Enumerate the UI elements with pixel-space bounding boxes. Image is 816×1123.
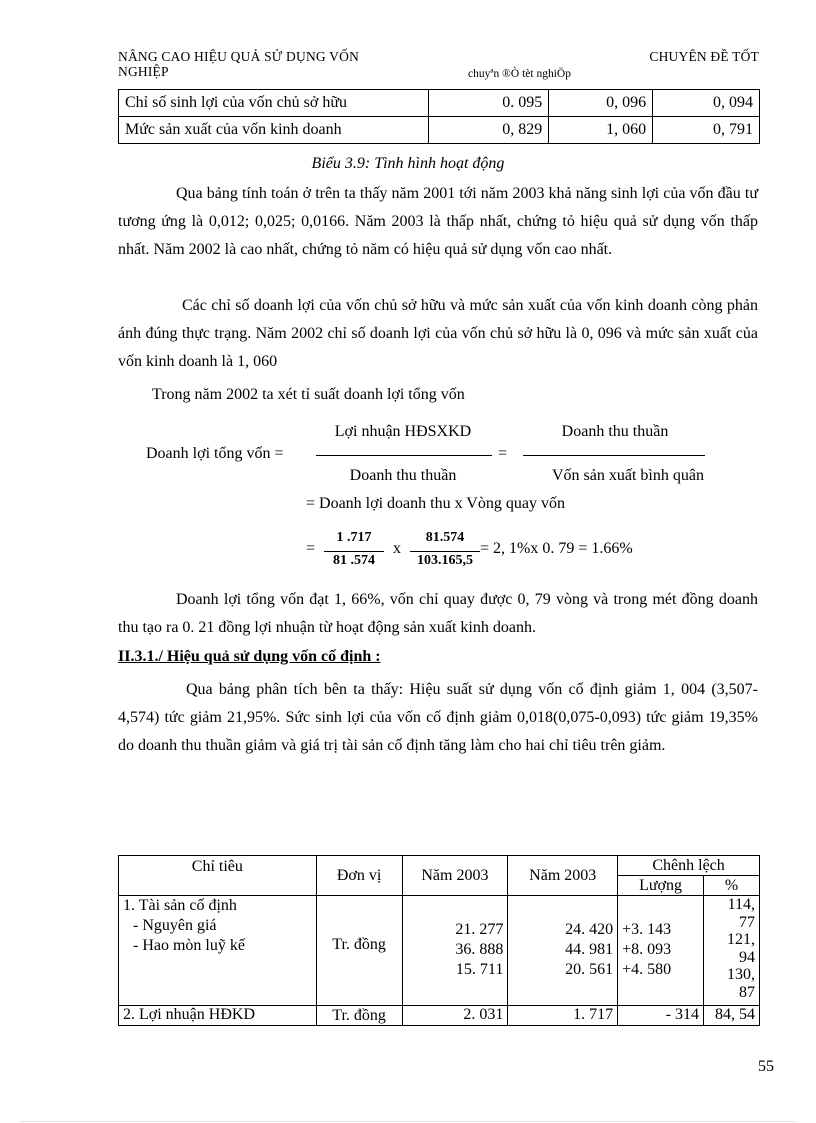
fraction-2-numerator: Doanh thu thuần	[561, 423, 669, 440]
header-year-2: Năm 2003	[508, 856, 618, 896]
paragraph-5	[118, 676, 758, 760]
fraction-4-numerator: 81.574	[425, 530, 465, 545]
section-heading: II.3.1./ Hiệu quả sử dụng vốn cố định :	[118, 648, 381, 665]
fraction-2-denominator: Vốn sản xuất bình quân	[552, 467, 704, 484]
row-sublabel: - Hao mòn luỹ kế	[133, 937, 245, 954]
formula-equals: =	[498, 445, 508, 462]
table-cell-unit: Tr. đồng	[316, 896, 402, 1006]
header-pct: %	[704, 876, 760, 896]
table-cell: 2. 031	[402, 1006, 508, 1026]
ratio-table	[118, 89, 760, 144]
formula-times: x	[393, 540, 401, 557]
fraction-1-numerator: Lợi nhuận HĐSXKD	[334, 423, 472, 440]
fixed-asset-table	[118, 855, 760, 1026]
table-row	[119, 117, 760, 144]
formula-equals-2: =	[306, 540, 316, 557]
table-cell: 0, 791	[653, 117, 760, 144]
fraction-1-denominator: Doanh thu thuần	[349, 467, 457, 484]
paragraph-5-text: Qua bảng phân tích bên ta thấy: Hiệu suất sử dụng vốn cố định giảm 1, 004 (3,507- 4,574) tức giảm 21,95%. Sức sinh lợi của vốn cố định giảm 0,018(0,075-0,093) tức giảm 19,35% do doanh thu thuần giảm và giá trị tài sản cố định tăng làm cho hai chỉ tiêu trên giảm.	[118, 681, 758, 754]
cell-value: +3. 143	[622, 921, 672, 938]
table-cell	[402, 896, 508, 1006]
cell-value: 44. 981	[565, 941, 614, 958]
table-row	[119, 1006, 760, 1026]
paragraph-1-text: Qua bảng tính toán ở trên ta thấy năm 2001 tới năm 2003 khả năng sinh lợi của vốn đầu tư tương ứng là 0,012; 0,025; 0,0166. Năm 2003 là thấp nhất, chứng tỏ hiệu quả sử dụng vốn thấp nhất. Năm 2002 là cao nhất, chứng tỏ năm có hiệu quả sử dụng vốn cao nhất.	[118, 185, 758, 258]
table-cell: 84, 54	[704, 1006, 760, 1026]
paragraph-3: Trong năm 2002 ta xét tỉ suất doanh lợi tổng vốn	[152, 386, 465, 403]
table-cell: 1. 717	[508, 1006, 618, 1026]
table-cell: 1, 060	[549, 117, 653, 144]
table-cell-unit: Tr. đồng	[316, 1006, 402, 1026]
table-cell: 0, 096	[549, 90, 653, 117]
cell-value: 24. 420	[565, 921, 614, 938]
cell-value: 130,	[727, 966, 755, 983]
row-sublabel: - Nguyên giá	[133, 917, 217, 934]
table-caption: Biểu 3.9: Tình hình hoạt động	[311, 155, 505, 172]
page-bottom-divider	[20, 1121, 796, 1122]
table-cell: - 314	[618, 1006, 704, 1026]
cell-value: 94	[739, 948, 755, 966]
table-cell: 0, 094	[653, 90, 760, 117]
header-luong: Lượng	[618, 876, 704, 896]
table-header-row	[119, 856, 760, 876]
table-cell-label: 2. Lợi nhuận HĐKD	[119, 1006, 317, 1026]
header-center: chuyªn ®Ò tèt nghiÖp	[468, 68, 571, 80]
cell-value: 15. 711	[455, 961, 504, 978]
cell-value: +8. 093	[622, 941, 672, 958]
cell-value: 121,	[727, 931, 755, 948]
paragraph-4-text: Doanh lợi tổng vốn đạt 1, 66%, vốn chỉ quay được 0, 79 vòng và trong mét đồng doanh thu tạo ra 0. 21 đồng lợi nhuận từ hoạt động sản xuất kinh doanh.	[118, 591, 758, 636]
table-cell	[704, 896, 760, 1006]
cell-value: 20. 561	[565, 961, 614, 978]
header-right: CHUYÊN ĐỀ TỐT	[649, 49, 759, 64]
fraction-3-denominator: 81 .574	[333, 553, 375, 568]
cell-value: +4. 580	[622, 961, 672, 978]
paragraph-1	[118, 180, 758, 264]
formula-line2: = Doanh lợi doanh thu x Vòng quay vốn	[306, 495, 565, 512]
fraction-3-bar	[324, 551, 384, 552]
header-title-line1: NÂNG CAO HIỆU QUẢ SỬ DỤNG VỐN	[118, 49, 360, 64]
paragraph-2	[118, 292, 758, 376]
table-cell	[618, 896, 704, 1006]
paragraph-2-text: Các chỉ số doanh lợi của vốn chủ sở hữu và mức sản xuất của vốn kinh doanh còng phản ánh đúng thực trạng. Năm 2002 chỉ số doanh lợi của vốn chủ sở hữu là 0, 096 và mức sản xuất của vốn kinh doanh là 1, 060	[118, 297, 758, 370]
table-row	[119, 90, 760, 117]
table-cell-label: Mức sản xuất của vốn kinh doanh	[119, 117, 429, 144]
table-cell: 0, 829	[429, 117, 549, 144]
table-cell: 0. 095	[429, 90, 549, 117]
table-cell-label: Chỉ số sinh lợi của vốn chủ sở hữu	[119, 90, 429, 117]
fraction-1-bar	[316, 455, 492, 456]
header-chenh-lech: Chênh lệch	[618, 856, 760, 876]
table-cell	[508, 896, 618, 1006]
fraction-2-bar	[523, 455, 705, 456]
header-don-vi: Đơn vị	[316, 856, 402, 896]
fraction-3-numerator: 1 .717	[336, 530, 372, 545]
header-chi-tieu: Chỉ tiêu	[119, 856, 317, 896]
cell-value: 36. 888	[455, 941, 504, 958]
cell-value: 77	[739, 913, 755, 931]
fraction-4-denominator: 103.165,5	[417, 553, 473, 568]
paragraph-4	[118, 586, 758, 642]
page-number: 55	[758, 1058, 774, 1075]
cell-value: 114,	[727, 896, 755, 913]
table-cell-label	[119, 896, 317, 1006]
formula-result: = 2, 1%x 0. 79 = 1.66%	[480, 540, 633, 557]
fraction-4-bar	[410, 551, 480, 552]
cell-value: 87	[739, 983, 755, 1001]
formula-lhs: Doanh lợi tổng vốn =	[146, 445, 284, 462]
row-label: 1. Tài sản cố định	[123, 897, 237, 914]
header-title-line2: NGHIỆP	[118, 64, 169, 79]
header-year-1: Năm 2003	[402, 856, 508, 896]
cell-value: 21. 277	[455, 921, 504, 938]
table-row	[119, 896, 760, 1006]
